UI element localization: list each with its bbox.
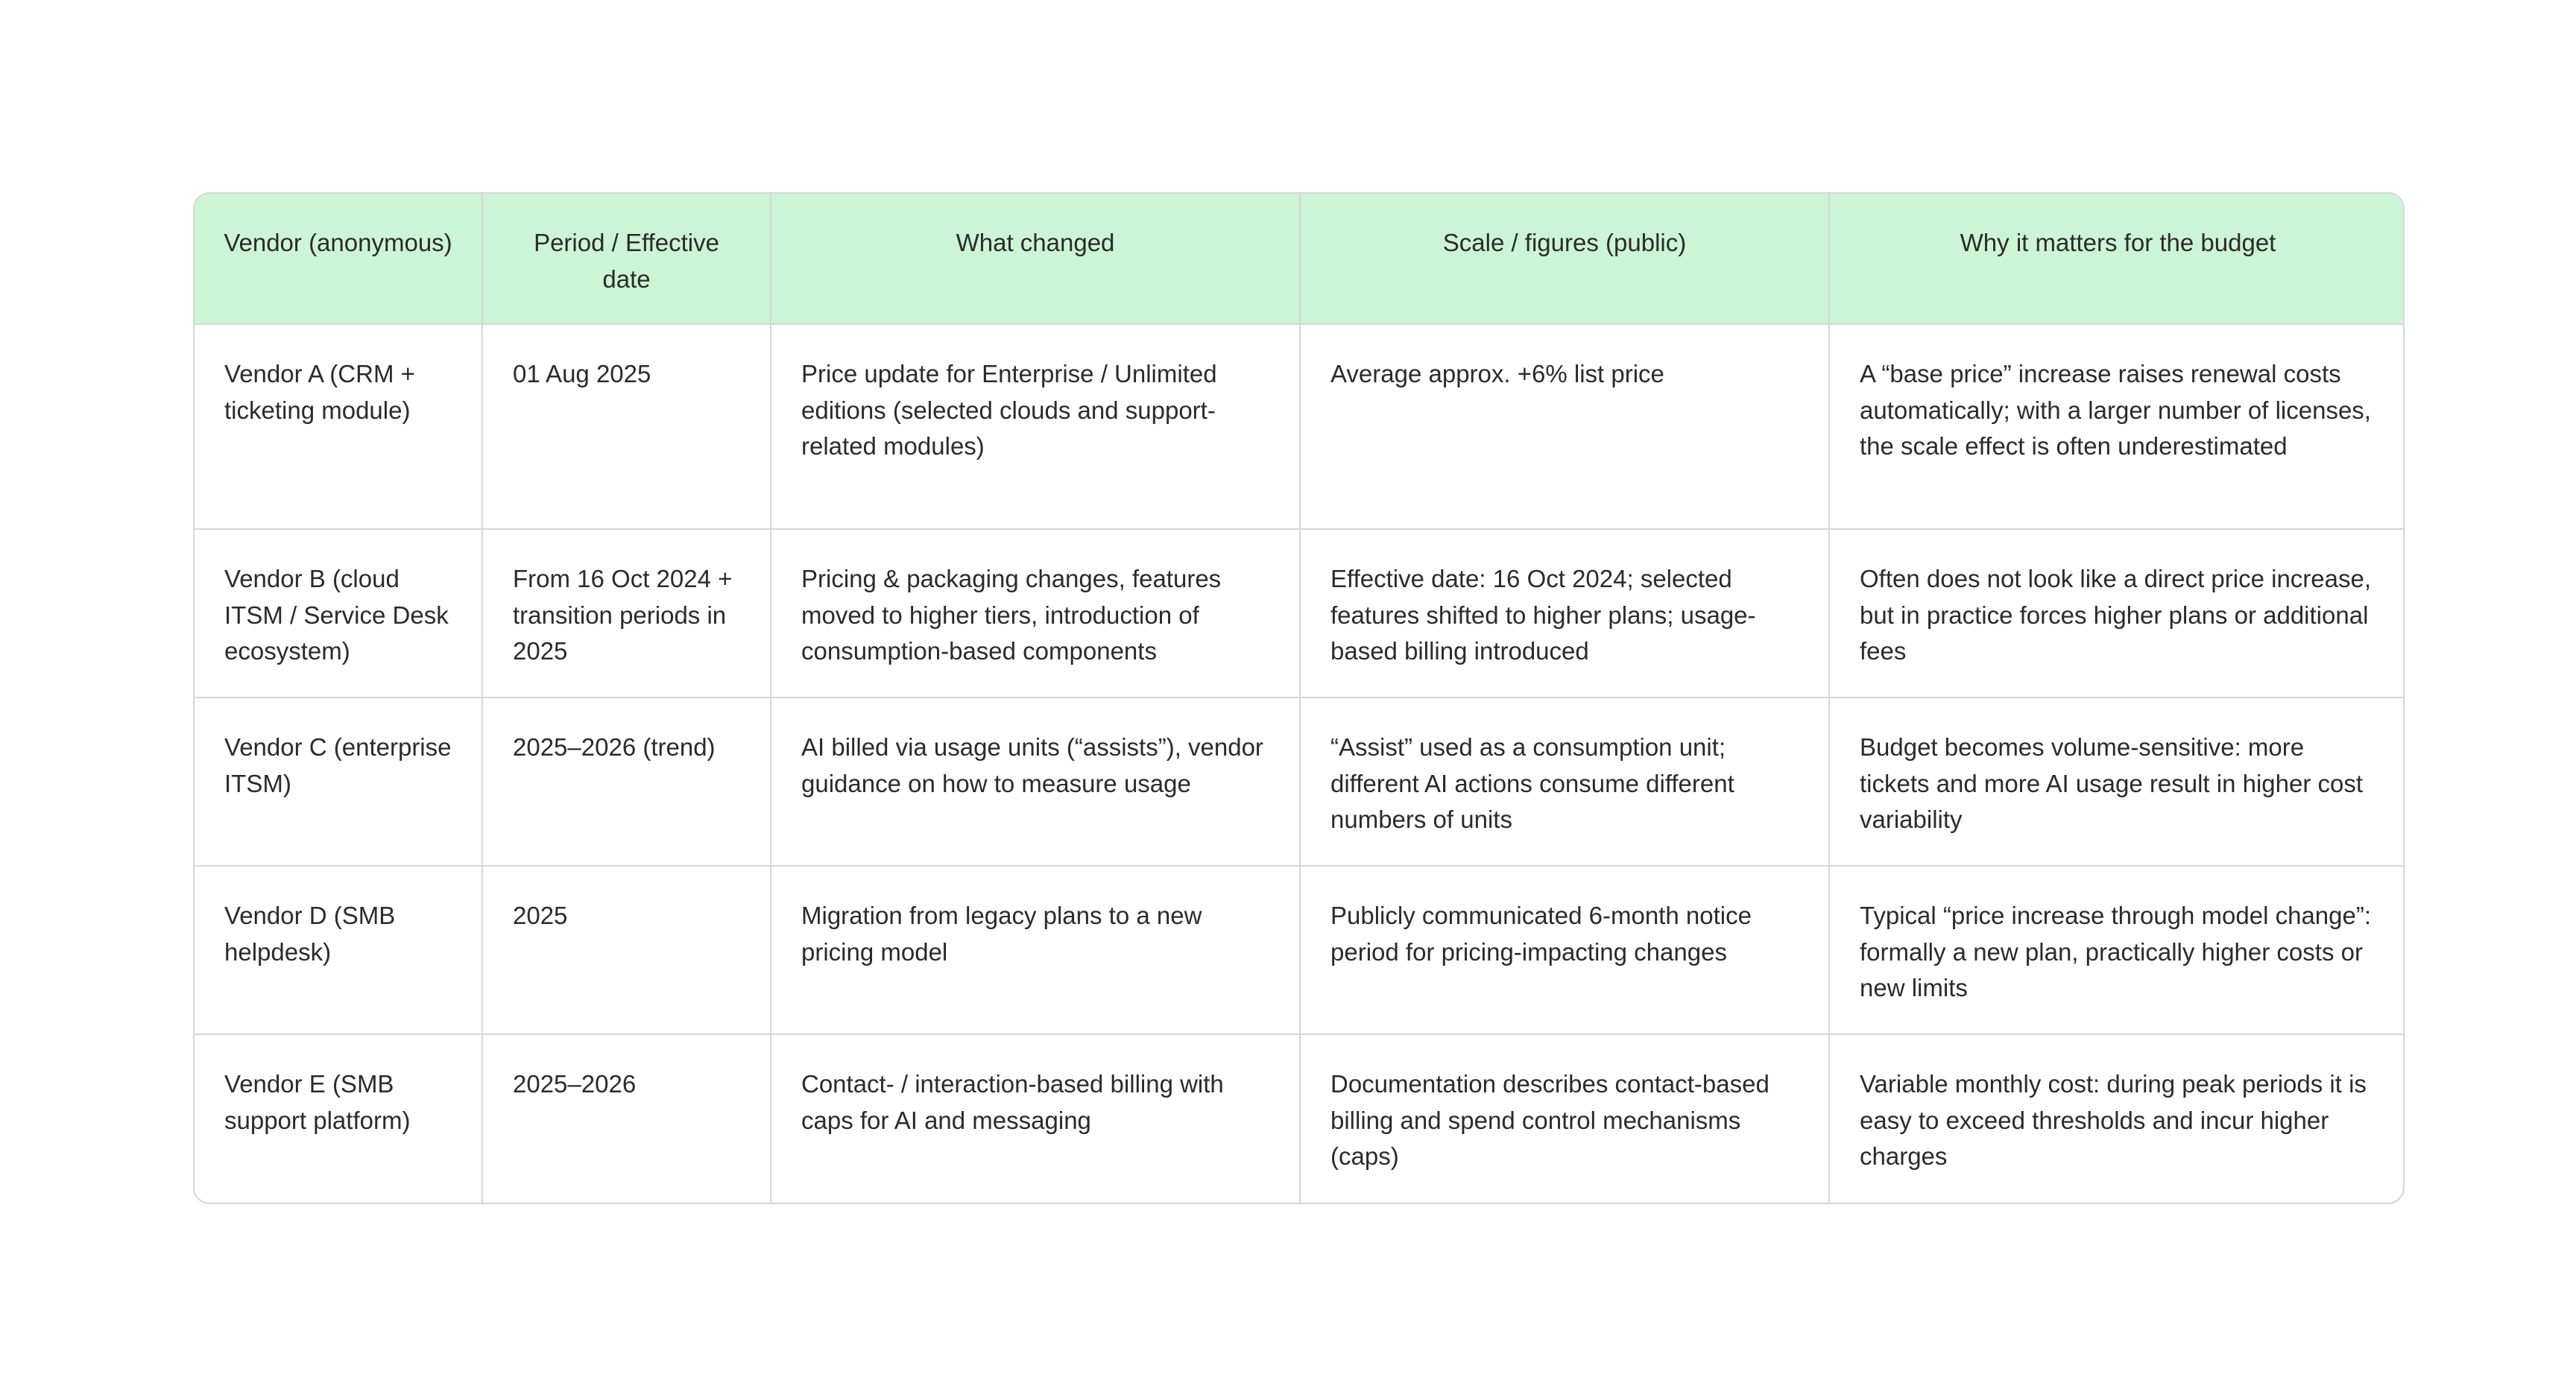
cell-period: From 16 Oct 2024 + transition periods in 2025 [482,529,771,697]
table-row [195,529,2405,697]
cell-scale-figures: “Assist” used as a consumption unit; different AI actions consume different numbers of units [1300,697,1829,866]
cell-period: 2025 [482,866,771,1034]
cell-what-changed: Migration from legacy plans to a new pricing model [771,866,1300,1034]
cell-vendor: Vendor E (SMB support platform) [195,1034,482,1203]
header-scale-figures: Scale / figures (public) [1300,194,1829,324]
cell-vendor: Vendor C (enterprise ITSM) [195,697,482,866]
cell-period: 01 Aug 2025 [482,324,771,529]
table-row [195,324,2405,529]
cell-scale-figures: Documentation describes contact-based billing and spend control mechanisms (caps) [1300,1034,1829,1203]
header-period: Period / Effective date [482,194,771,324]
table-row [195,866,2405,1034]
table-row [195,697,2405,866]
header-vendor: Vendor (anonymous) [195,194,482,324]
cell-budget-impact: Variable monthly cost: during peak periods it is easy to exceed thresholds and incur higher charges [1860,1070,2367,1170]
cell-period: 2025–2026 [482,1034,771,1203]
header-budget-impact: Why it matters for the budget [1829,194,2405,324]
cell-budget-impact: Often does not look like a direct price increase, but in practice forces higher plans or additional fees [1829,529,2405,697]
cell-budget-impact: Budget becomes volume-sensitive: more tickets and more AI usage result in higher cost variability [1829,697,2405,866]
vendor-pricing-table [193,192,2405,1204]
cell-budget-impact: Typical “price increase through model change”: formally a new plan, practically higher costs or new limits [1829,866,2405,1034]
cell-what-changed: Pricing & packaging changes, features moved to higher tiers, introduction of consumption-based components [771,529,1300,697]
cell-scale-figures: Effective date: 16 Oct 2024; selected features shifted to higher plans; usage-based billing introduced [1300,529,1829,697]
cell-budget-impact: A “base price” increase raises renewal costs automatically; with a larger number of licenses, the scale effect is often underestimated [1829,324,2405,529]
cell-what-changed: AI billed via usage units (“assists”), vendor guidance on how to measure usage [771,697,1300,866]
pricing-changes-table [195,194,2405,1203]
table-header-row [195,194,2405,324]
cell-vendor: Vendor D (SMB helpdesk) [195,866,482,1034]
cell-vendor: Vendor A (CRM + ticketing module) [195,324,482,529]
cell-what-changed: Price update for Enterprise / Unlimited editions (selected clouds and support-related modules) [771,324,1300,529]
table-row [195,1034,2405,1203]
cell-what-changed: Contact- / interaction-based billing with caps for AI and messaging [771,1034,1300,1203]
cell-scale-figures: Average approx. +6% list price [1300,324,1829,529]
cell-vendor: Vendor B (cloud ITSM / Service Desk ecosystem) [195,529,482,697]
cell-scale-figures: Publicly communicated 6-month notice period for pricing-impacting changes [1300,866,1829,1034]
cell-period: 2025–2026 (trend) [482,697,771,866]
header-what-changed: What changed [771,194,1300,324]
